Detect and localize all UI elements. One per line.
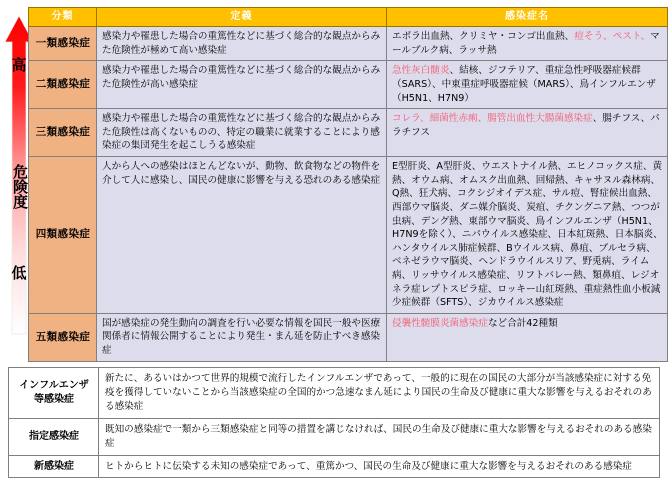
table-row (29, 313, 668, 361)
sub-table-row (9, 455, 660, 478)
sub-table-row (9, 418, 660, 455)
disease-names-cell (387, 157, 668, 314)
definition-cell: 感染力や罹患した場合の重篤性などに基づく総合的な観点からみた危険性は高くないものの、特定の職業に就業することにより感染症の集団発生を起こしうる感染症 (97, 109, 387, 157)
sub-definition-cell: ヒトからヒトに伝染する未知の感染症であって、重篤かつ、国民の生命及び健康に重大な影響を与えるおそれのある感染症 (99, 455, 660, 478)
table-row (29, 27, 668, 61)
disease-name-text: E型肝炎、A型肝炎、ウエストナイル熱、エヒノコックス症、黄熱、オウム病、オムスク出血熱、回帰熱、キャサヌル森林病、Q熱、狂犬病、コクシジオイデス症、サル痘、腎症候出血熱、西部ウマ脳炎、ダニ媒介脳炎、炭疽、チクングニア熱、つつが虫病、デング熱、東部ウマ脳炎、鳥インフルエンザ（H5N1、H7N9を除く）、ニパウイルス感染症、日本紅斑熱、日本脳炎、ハンタウイルス肺症候群、Bウイルス病、鼻疽、ブルセラ病、ベネゼラウマ脳炎、ヘンドラウイルスリア、野兎病、ライム病、リッサウイルス感染症、リフトバレー熱、類鼻疽、レジオネラ症レプトスピラ症、ロッキー山紅斑熱、重症熱性血小板減少症候群（SFTS）、ジカウイルス感染症 (392, 161, 663, 309)
sub-definition-cell: 既知の感染症で一類から三類感染症と同等の措置を講じなければ、国民の生命及び健康に重大な影響を与えるおそれのある感染症 (99, 418, 660, 455)
disease-name-text: マールブルク病、ラッサ熱 (392, 31, 660, 56)
header-disease-names: 感染症名 (387, 8, 668, 27)
table-row (29, 61, 668, 109)
disease-names-cell (387, 109, 668, 157)
sub-classification-cell: 指定感染症 (9, 418, 99, 455)
classification-cell: 三類感染症 (29, 109, 97, 157)
classification-cell: 一類感染症 (29, 27, 97, 61)
disease-names-cell (387, 61, 668, 109)
disease-name-highlighted: 急性灰白髄炎 (392, 65, 450, 77)
risk-label-title-text: 危険度 (10, 164, 29, 209)
classification-cell: 二類感染症 (29, 61, 97, 109)
disease-name-text: など合計42種類 (487, 317, 558, 329)
risk-label-low: 低 (11, 264, 27, 282)
disease-name-text: 、結核、ジフテリア、重症急性呼吸器症候群（SARS）、中東重症呼吸器症候（MARS）、鳥インフルエンザ（H5N1、H7N9） (392, 65, 656, 104)
disease-name-text: 、腸チフス、パラチフス (392, 113, 660, 138)
risk-label-high: 高 (11, 56, 27, 74)
table-row (29, 109, 668, 157)
definition-cell: 国が感染症の発生動向の調査を行い必要な情報を国民一般や医療関係者に情報公開することにより発生・まん延を防止すべき感染症 (97, 313, 387, 361)
definition-cell: 感染力や罹患した場合の重篤性などに基づく総合的な観点からみた危険性が極めて高い感染症 (97, 27, 387, 61)
header-classification: 分類 (29, 8, 97, 27)
sub-table-row (9, 368, 660, 419)
disease-name-highlighted: 痘そう、ペスト、 (574, 31, 651, 43)
sub-classification-cell: インフルエンザ等感染症 (9, 368, 99, 419)
special-categories-table (8, 367, 660, 478)
disease-name-highlighted: コレラ、細菌性赤痢、腸管出血性大腸菌感染症 (392, 113, 593, 125)
sub-classification-cell: 新感染症 (9, 455, 99, 478)
disease-names-cell (387, 313, 668, 361)
disease-name-highlighted: 侵襲性髄膜炎菌感染症 (392, 317, 488, 329)
table-header-row (29, 8, 668, 27)
header-definition: 定義 (97, 8, 387, 27)
sub-definition-cell: 新たに、あるいはかつて世界的規模で流行したインフルエンザであって、一般的に現在の国民の大部分が当該感染症に対する免疫を獲得していないことから当該感染症の全国的かつ急速なまん延により国民の生命及び健康に重大な影響を与えるおそれのある感染症 (99, 368, 660, 419)
classification-cell: 五類感染症 (29, 313, 97, 361)
classification-cell: 四類感染症 (29, 157, 97, 314)
definition-cell: 人から人への感染はほとんどないが、動物、飲食物などの物件を介して人に感染し、国民の健康に影響を与える恐れのある感染症 (97, 157, 387, 314)
infectious-disease-classification-table (28, 7, 668, 362)
definition-cell: 感染力や罹患した場合の重篤性などに基づく総合的な観点からみた危険性が高い感染症 (97, 61, 387, 109)
table-row (29, 157, 668, 314)
disease-name-text: エボラ出血熱、クリミヤ・コンゴ出血熱、 (392, 31, 575, 43)
disease-names-cell (387, 27, 668, 61)
